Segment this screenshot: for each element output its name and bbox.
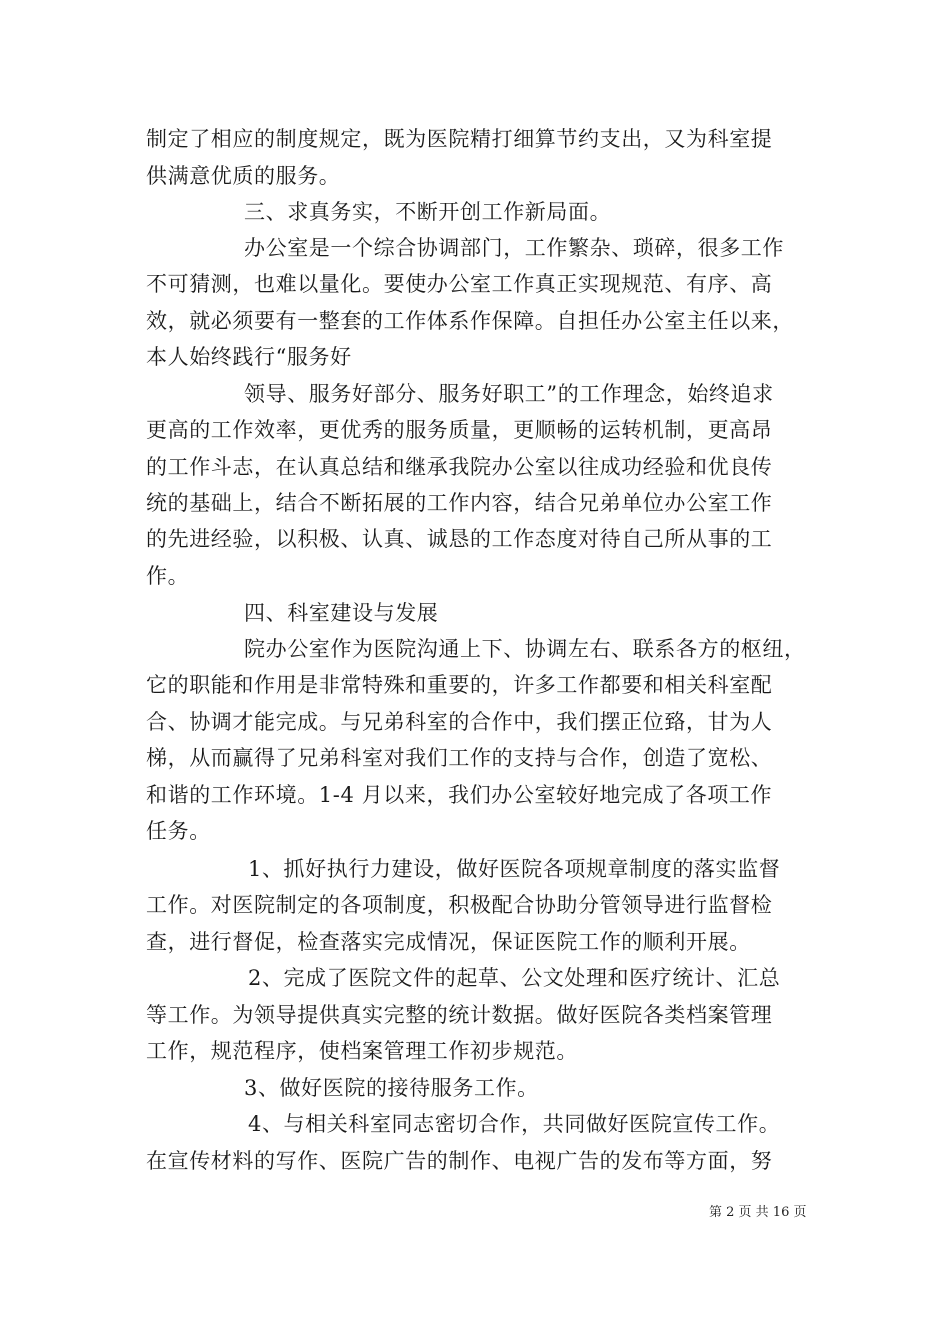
text-line: 供满意优质的服务。: [146, 164, 341, 188]
text-line: 任务。: [146, 819, 211, 843]
text-line: 作。: [146, 564, 190, 588]
text-line: 合、协调才能完成。与兄弟科室的合作中，我们摆正位臵，甘为人: [146, 710, 773, 734]
text-line: 本人始终践行“服务好: [146, 345, 352, 369]
text-line: 统的基础上，结合不断拓展的工作内容，结合兄弟单位办公室工作: [146, 491, 773, 515]
text-line: 4、与相关科室同志密切合作，共同做好医院宣传工作。: [248, 1112, 781, 1136]
page-number-footer: 第 2 页 共 16 页: [709, 1205, 807, 1220]
text-line: 1、抓好执行力建设，做好医院各项规章制度的落实监督: [248, 857, 781, 881]
text-line: 工作。对医院制定的各项制度，积极配合协助分管领导进行监督检: [146, 893, 773, 917]
text-line: 和谐的工作环境。1-4 月以来，我们办公室较好地完成了各项工作: [146, 783, 773, 807]
text-line: 的先进经验，以积极、认真、诚恳的工作态度对待自己所从事的工: [146, 527, 773, 551]
text-line: 领导、服务好部分、服务好职工”的工作理念，始终追求: [244, 382, 774, 406]
text-line: 工作，规范程序，使档案管理工作初步规范。: [146, 1039, 578, 1063]
text-line: 查，进行督促，检查落实完成情况，保证医院工作的顺利开展。: [146, 930, 751, 954]
text-line: 的工作斗志，在认真总结和继承我院办公室以往成功经验和优良传: [146, 455, 773, 479]
section-heading: 四、科室建设与发展: [244, 601, 439, 625]
section-heading: 三、求真务实，不断开创工作新局面。: [244, 200, 612, 224]
text-line: 制定了相应的制度规定，既为医院精打细算节约支出，又为科室提: [146, 127, 773, 151]
text-line: 等工作。为领导提供真实完整的统计数据。做好医院各类档案管理: [146, 1003, 773, 1027]
text-line: 院办公室作为医院沟通上下、协调左右、联系各方的枢纽，: [244, 637, 806, 661]
text-line: 不可猜测，也难以量化。要使办公室工作真正实现规范、有序、高: [146, 272, 773, 296]
text-line: 在宣传材料的写作、医院广告的制作、电视广告的发布等方面，努: [146, 1149, 773, 1173]
text-line: 办公室是一个综合协调部门，工作繁杂、琐碎，很多工作: [244, 236, 784, 260]
text-line: 它的职能和作用是非常特殊和重要的，许多工作都要和相关科室配: [146, 673, 773, 697]
text-line: 效，就必须要有一整套的工作体系作保障。自担任办公室主任以来，: [146, 309, 794, 333]
text-line: 2、完成了医院文件的起草、公文处理和医疗统计、汇总: [248, 966, 781, 990]
text-line: 更高的工作效率，更优秀的服务质量，更顺畅的运转机制，更高昂: [146, 418, 773, 442]
text-line: 3、做好医院的接待服务工作。: [244, 1076, 539, 1100]
text-line: 梯，从而赢得了兄弟科室对我们工作的支持与合作，创造了宽松、: [146, 746, 773, 770]
